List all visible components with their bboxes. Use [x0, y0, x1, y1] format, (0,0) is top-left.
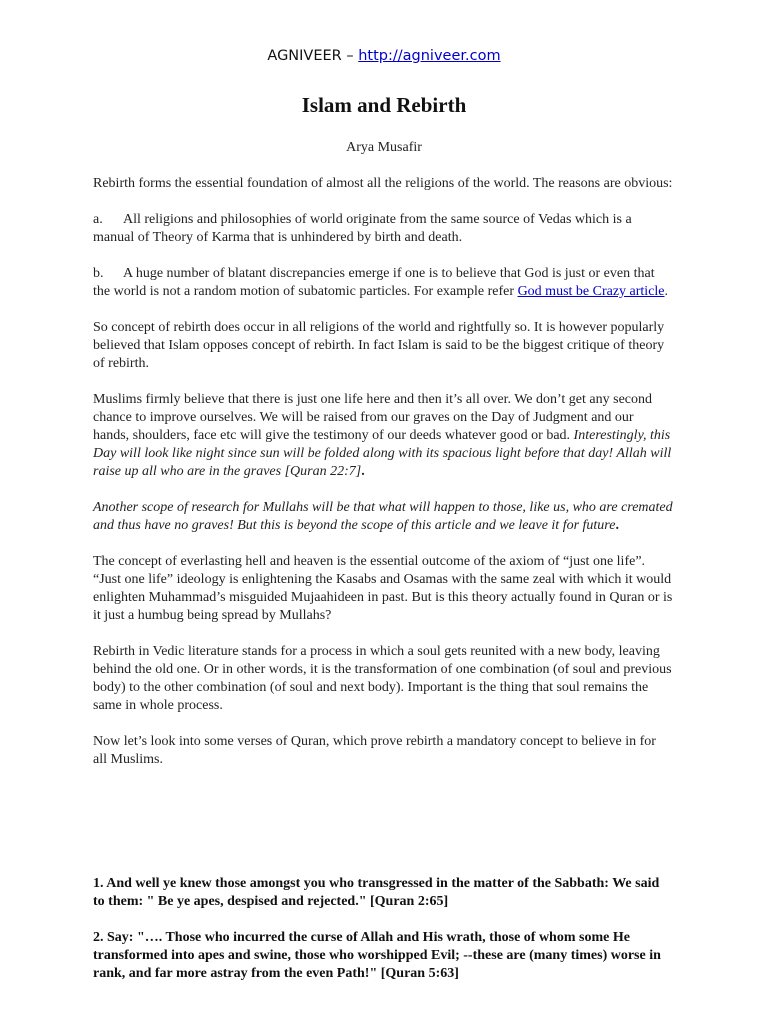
list-item-a: [93, 211, 673, 247]
god-must-be-crazy-link[interactable]: God must be Crazy article: [517, 284, 665, 299]
quran-quotes: [93, 875, 673, 1001]
list-item-b-text: A huge number of blatant discrepancies emerge if one is to believe that God is just or even that the world is not a random motion of subatomic particles. For example refer: [93, 266, 655, 299]
vedic-paragraph: Rebirth in Vedic literature stands for a process in which a soul gets reunited with a new body, leaving behind the old one. Or in other words, it is the transformation of one combination (of soul and previous body) to the other combination (of soul and next body). Important is the thing that soul remains the same in whole process.: [93, 644, 672, 713]
quote-2: 2. Say: "…. Those who incurred the curse of Allah and His wrath, those of whom some He transformed into apes and swine, those who worshipped Evil; --these are (many times) worse in rank, and far more astray from the even Path!" [Quran 5:63]: [93, 930, 661, 981]
hell-heaven-paragraph: The concept of everlasting hell and heaven is the essential outcome of the axiom of “just one life”. “Just one life” ideology is enlightening the Kasabs and Osamas with the same zeal with which it would enlighten Muhammad’s misguided Mujaahideen in past. But is this theory actually found in Quran or is it just a humbug being spread by Mullahs?: [93, 554, 673, 623]
one-life-text: Muslims firmly believe that there is just one life here and then it’s all over. We don’t get any second chance to improve ourselves. We will be raised from our graves on the Day of Judgment and our hands, shoulders, face etc will give the testimony of our deeds whatever good or bad.: [93, 392, 653, 443]
list-marker-b: b.: [93, 266, 104, 281]
site-name: AGNIVEER –: [267, 48, 359, 64]
rebirth-concept-paragraph: So concept of rebirth does occur in all religions of the world and rightfully so. It is however popularly believed that Islam opposes concept of rebirth. In fact Islam is said to be the biggest critique of theory of rebirth.: [93, 320, 665, 371]
one-life-italic: Interestingly, this Day will look like night since sun will be folded along with its spacious light before that day! Allah will raise up all who are in the graves [Quran 22:7]: [93, 428, 672, 479]
article-title: Islam and Rebirth: [301, 93, 467, 117]
one-life-paragraph: [93, 391, 673, 481]
site-link[interactable]: http://agniveer.com: [358, 48, 501, 64]
list-item-b-end: .: [664, 284, 669, 299]
quote-1: 1. And well ye knew those amongst you who transgressed in the matter of the Sabbath: We said to them: " Be ye apes, despised and rejected." [Quran 2:65]: [93, 876, 660, 909]
article-body: [93, 175, 673, 787]
one-life-end: .: [361, 464, 365, 479]
list-marker-a: a.: [93, 212, 103, 227]
verses-paragraph: Now let’s look into some verses of Quran, which prove rebirth a mandatory concept to believe in for all Muslims.: [93, 734, 656, 767]
mullahs-italic: Another scope of research for Mullahs will be that what will happen to those, like us, who are cremated and thus have no graves! But this is beyond the scope of this article and we leave it for future: [93, 500, 673, 533]
article-author: Arya Musafir: [346, 140, 422, 155]
intro-paragraph: Rebirth forms the essential foundation of almost all the religions of the world. The reasons are obvious:: [93, 176, 673, 191]
mullahs-end: .: [615, 518, 619, 533]
page-header: [0, 48, 768, 64]
mullahs-paragraph: [93, 499, 673, 535]
list-item-b: [93, 265, 673, 301]
list-item-a-text: All religions and philosophies of world originate from the same source of Vedas which is a manual of Theory of Karma that is unhindered by birth and death.: [93, 212, 632, 245]
